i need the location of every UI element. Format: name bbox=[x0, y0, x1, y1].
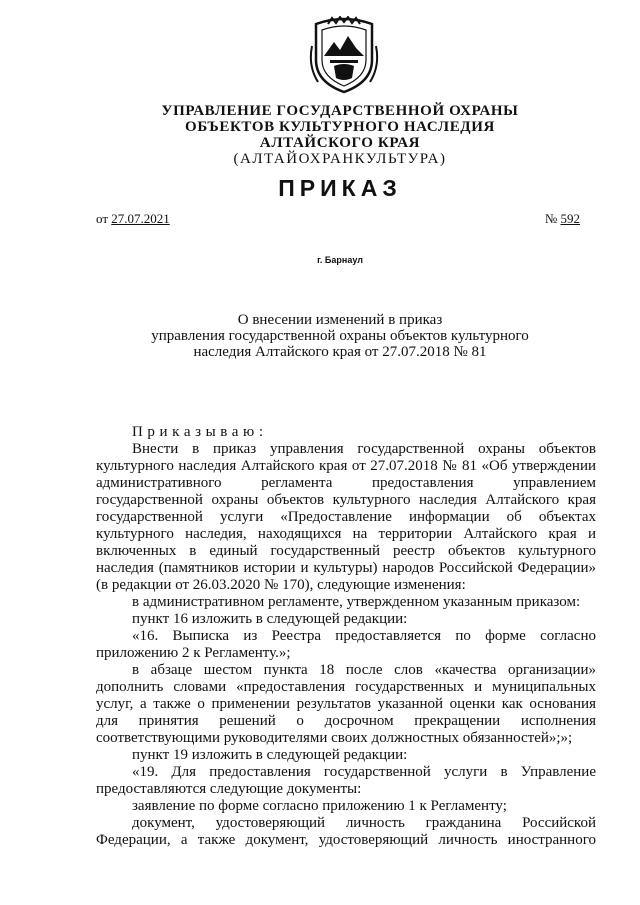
body-line: пункт 16 изложить в следующей редакции: bbox=[132, 611, 408, 627]
org-line-2: ОБЪЕКТОВ КУЛЬТУРНОГО НАСЛЕДИЯ bbox=[185, 119, 495, 135]
document-number bbox=[545, 211, 580, 227]
body-line: государственной охраны объектов культурного наследия Алтайского края bbox=[96, 492, 596, 508]
body-line: пункт 19 изложить в следующей редакции: bbox=[132, 747, 408, 763]
subject-line: наследия Алтайского края от 27.07.2018 № 81 bbox=[193, 344, 487, 360]
date-prefix: от bbox=[96, 211, 112, 226]
body-line: включенных в единый государственный реестр объектов культурного bbox=[96, 543, 596, 559]
org-line-4: (АЛТАЙОХРАНКУЛЬТУРА) bbox=[233, 151, 447, 167]
order-heading: Приказываю: bbox=[132, 424, 268, 440]
body-line: предоставляются следующие документы: bbox=[96, 781, 362, 797]
body-line: приложению 2 к Регламенту.»; bbox=[96, 645, 291, 661]
body-line: в административном регламенте, утвержденном указанным приказом: bbox=[132, 594, 581, 610]
org-line-1: УПРАВЛЕНИЕ ГОСУДАРСТВЕННОЙ ОХРАНЫ bbox=[161, 103, 519, 119]
body-line: «16. Выписка из Реестра предоставляется по форме согласно bbox=[132, 628, 596, 644]
body-line: Федерации, а также документ, удостоверяющий личность иностранного bbox=[96, 832, 596, 848]
body-line: «19. Для предоставления государственной услуги в Управление bbox=[132, 764, 596, 780]
body-line: заявление по форме согласно приложению 1 к Регламенту; bbox=[132, 798, 507, 814]
subject-line: управления государственной охраны объектов культурного bbox=[151, 328, 529, 344]
body-line: культурного наследия, находящихся на территории Алтайского края и bbox=[96, 526, 596, 542]
body-line: в абзаце шестом пункта 18 после слов «качества организации» bbox=[132, 662, 596, 678]
document-type-title: ПРИКАЗ bbox=[278, 175, 402, 201]
number-value: 592 bbox=[560, 211, 580, 226]
body-line: (в редакции от 26.03.2020 № 170), следующие изменения: bbox=[96, 577, 466, 593]
city-label: г. Барнаул bbox=[317, 255, 363, 265]
document-date bbox=[96, 211, 170, 227]
body-line: дополнить словами «предоставления государственных и муниципальных bbox=[96, 679, 596, 695]
number-prefix: № bbox=[544, 211, 561, 226]
body-line: для принятия решений о досрочном прекращении исполнения bbox=[96, 713, 596, 729]
coat-of-arms-emblem bbox=[308, 16, 380, 96]
org-line-3: АЛТАЙСКОГО КРАЯ bbox=[259, 135, 421, 151]
subject-line: О внесении изменений в приказ bbox=[237, 312, 443, 328]
date-value: 27.07.2021 bbox=[111, 211, 170, 226]
body-line: административного регламента предоставления управлением bbox=[96, 475, 596, 491]
body-line: Внести в приказ управления государственной охраны объектов bbox=[132, 441, 596, 457]
body-line: соответствующими руководителями своих должностных обязанностей»;»; bbox=[96, 730, 573, 746]
body-line: государственной услуги «Предоставление информации об объектах bbox=[96, 509, 596, 525]
body-line: документ, удостоверяющий личность гражданина Российской bbox=[132, 815, 596, 831]
body-line: наследия (памятников истории и культуры) народов Российской Федерации» bbox=[96, 560, 596, 576]
body-line: культурного наследия Алтайского края от 27.07.2018 № 81 «Об утверждении bbox=[96, 458, 596, 474]
document-body bbox=[96, 424, 596, 849]
body-line: услуг, а также о применении результатов указанной оценки как основания bbox=[96, 696, 596, 712]
document-subject bbox=[90, 312, 590, 360]
organization-header bbox=[90, 103, 590, 167]
